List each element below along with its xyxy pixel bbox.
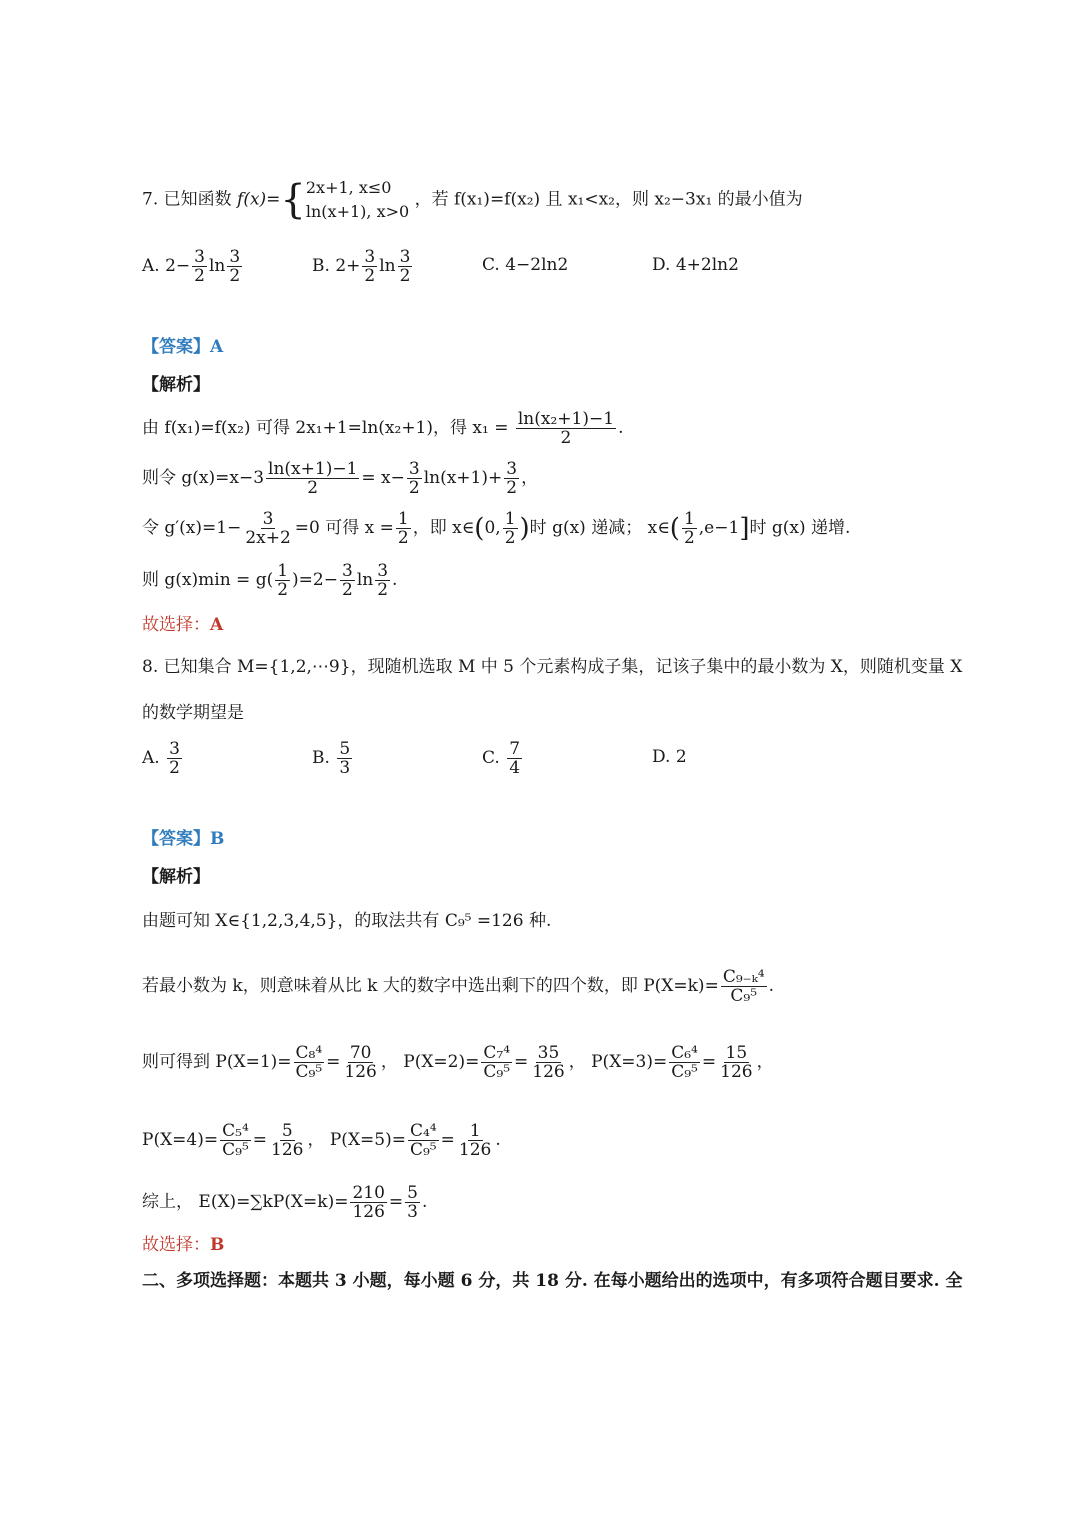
numerator: 3 <box>377 561 389 581</box>
denominator: 2 <box>504 528 516 548</box>
numerator: 7 <box>509 739 521 759</box>
q8-stem-line-1: 8. 已知集合 M={1,2,⋯9}，现随机选取 M 中 5 个元素构成子集，记该子集中的最小数为 X，则随机变量 X <box>142 657 963 677</box>
numerator: 1 <box>277 561 289 581</box>
q7-case-1: 2x+1, x≤0 <box>305 178 392 197</box>
denominator: 126 <box>720 1062 753 1082</box>
denominator: 2 <box>408 478 420 498</box>
text: 若最小数为 k，则意味着从比 k 大的数字中选出剩下的四个数，即 P(X=k)= <box>142 976 719 996</box>
q8-option-d <box>652 746 687 768</box>
numerator: 3 <box>506 459 518 479</box>
fraction <box>275 562 290 599</box>
denominator: 2 <box>377 580 389 600</box>
fraction <box>405 1184 420 1221</box>
choose-prefix: 故选择： <box>142 1235 210 1255</box>
text: )=2− <box>292 570 338 590</box>
numerator: 5 <box>281 1121 293 1141</box>
denominator: C₉⁵ <box>730 986 758 1006</box>
text: 令 g′(x)=1− <box>142 518 242 538</box>
denominator: 2x+2 <box>245 528 291 548</box>
numerator: 70 <box>349 1043 372 1063</box>
denominator: 2 <box>307 478 319 498</box>
fraction <box>507 740 522 777</box>
text: ， <box>521 468 539 488</box>
fraction <box>718 1044 754 1081</box>
denominator: 4 <box>509 758 521 778</box>
q8-solution-line-1: 由题可知 X∈{1,2,3,4,5}，的取法共有 C₉⁵ =126 种. <box>142 911 552 931</box>
q8-choose <box>142 1234 224 1256</box>
denominator: C₉⁵ <box>483 1062 511 1082</box>
denominator: 126 <box>344 1062 377 1082</box>
text: 0, <box>484 518 501 538</box>
fraction <box>669 1044 700 1081</box>
fraction <box>457 1122 493 1159</box>
text: . <box>768 976 775 996</box>
option-label: C. <box>482 255 500 275</box>
q7-brace: { <box>280 177 306 223</box>
text: 则 g(x)min = g( <box>142 570 274 590</box>
fraction <box>266 460 359 497</box>
q7-stem-suffix: ，若 f(x₁)=f(x₂) 且 x₁<x₂，则 x₂−3x₁ 的最小值为 <box>414 189 803 210</box>
numerator: 35 <box>537 1043 560 1063</box>
fraction <box>167 740 182 777</box>
denominator: 126 <box>458 1140 492 1160</box>
text: 综上， E(X)=∑kP(X=k)= <box>142 1192 349 1212</box>
numerator: C₄⁴ <box>409 1121 437 1141</box>
numerator: 3 <box>408 459 420 479</box>
text: = x− <box>361 468 405 488</box>
option-label: A. <box>142 748 160 768</box>
text: ， <box>756 1052 774 1072</box>
q7-piecewise <box>306 176 409 224</box>
text: . <box>495 1130 501 1150</box>
fraction <box>516 410 616 447</box>
denominator: 2 <box>169 758 180 778</box>
text: ,e−1 <box>698 518 740 538</box>
numerator: 3 <box>262 509 274 529</box>
fraction <box>342 1044 378 1081</box>
q8-solution-line-3: 则可得到 P(X=1)= $\frac{\text{C₈⁴}}{\text{C₉⁵}}$ = $\frac{70}{126}$ ， P(X=2)= $\frac{\text{C₇⁴}}{\text{C₉⁵}}$ = $\frac{35}{126}$ ， P(X=3)= $\frac{\text{C₆⁴}}{\text{C₉⁵}}$ = $\frac{15}{126}$ ， <box>142 1043 774 1082</box>
q7-solution-line-3 <box>142 510 850 547</box>
option-label: D. <box>652 255 671 275</box>
option-text: 4+2ln2 <box>675 255 739 275</box>
denominator: C₉⁵ <box>222 1140 249 1160</box>
text: P(X=4)= <box>142 1130 219 1150</box>
fraction <box>227 248 242 285</box>
numerator: C₇⁴ <box>483 1043 511 1063</box>
fraction <box>340 562 355 599</box>
q7-option-a <box>142 248 244 285</box>
numerator: C₈⁴ <box>295 1043 323 1063</box>
numerator: ln(x₂+1)−1 <box>517 409 615 429</box>
q8-option-a <box>142 740 184 777</box>
text: . <box>422 1192 428 1212</box>
fraction <box>243 510 292 547</box>
fraction <box>350 1184 386 1221</box>
q7-choose <box>142 614 223 636</box>
text: ， P(X=3)= <box>568 1052 668 1072</box>
q7-case-2: ln(x+1), x>0 <box>305 202 410 221</box>
text: 则令 g(x)=x−3 <box>142 468 265 488</box>
option-ln: ln <box>208 256 226 276</box>
fraction <box>269 1122 305 1159</box>
q8-option-c <box>482 740 524 777</box>
q7-solution-line-2 <box>142 460 538 497</box>
numerator: 3 <box>229 247 241 267</box>
denominator: C₉⁵ <box>295 1062 323 1082</box>
denominator: 2 <box>399 266 411 286</box>
close-paren: ) <box>519 513 530 544</box>
option-prefix: 2+ <box>335 256 361 276</box>
fraction <box>375 562 390 599</box>
numerator: 1 <box>397 509 409 529</box>
choose-letter: A <box>210 615 224 635</box>
numerator: 1 <box>683 509 695 529</box>
fraction <box>398 248 413 285</box>
numerator: 15 <box>725 1043 748 1063</box>
option-ln: ln <box>379 256 396 276</box>
q7-solution-line-4 <box>142 562 397 599</box>
numerator: 3 <box>399 247 411 267</box>
fraction <box>220 1122 251 1159</box>
fraction <box>530 1044 566 1081</box>
q7-function-lhs: f(x)= <box>237 189 281 210</box>
numerator: 5 <box>339 739 351 759</box>
q8-option-b <box>312 740 354 777</box>
fraction <box>408 1122 439 1159</box>
fraction <box>337 740 352 777</box>
denominator: C₉⁵ <box>671 1062 698 1082</box>
open-paren: ( <box>474 513 485 544</box>
text: ln(x+1)+ <box>423 468 503 488</box>
section-2-heading: 二、多项选择题：本题共 3 小题，每小题 6 分，共 18 分. 在每小题给出的选项中，有多项符合题目要求. 全 <box>142 1271 963 1291</box>
option-label: C. <box>482 748 500 768</box>
text: 由 f(x₁)=f(x₂) 可得 2x₁+1=ln(x₂+1)，得 x₁ = <box>142 418 509 438</box>
denominator: 2 <box>229 266 241 286</box>
option-text: 4−2ln2 <box>505 255 569 275</box>
text: = <box>388 1192 404 1212</box>
option-label: B. <box>312 256 330 276</box>
denominator: 126 <box>352 1202 385 1222</box>
option-text: 2 <box>675 747 687 767</box>
text: 则可得到 P(X=1)= <box>142 1052 292 1072</box>
q8-analysis-tag: 【解析】 <box>142 867 210 887</box>
fraction <box>721 968 767 1005</box>
denominator: 2 <box>506 478 518 498</box>
denominator: 2 <box>683 528 695 548</box>
fraction <box>504 460 519 497</box>
text: . <box>618 418 624 438</box>
q7-stem <box>142 176 803 224</box>
q7-stem-prefix: 7. 已知函数 <box>142 189 232 210</box>
q7-option-b <box>312 248 414 285</box>
q8-solution-line-4: P(X=4)= $\frac{\text{C₅⁴}}{\text{C₉⁵}}$ = $\frac{5}{126}$ ， P(X=5)= $\frac{\text{C₄⁴}}{\text{C₉⁵}}$ = $\frac{1}{126}$ . <box>142 1121 501 1160</box>
option-label: A. <box>142 256 160 276</box>
numerator: 3 <box>364 247 376 267</box>
numerator: 3 <box>194 247 205 267</box>
q7-option-c <box>482 254 568 276</box>
fraction <box>192 248 207 285</box>
fraction <box>362 248 377 285</box>
denominator: C₉⁵ <box>409 1140 437 1160</box>
text: ， P(X=5)= <box>307 1130 406 1150</box>
q8-stem-line-2: 的数学期望是 <box>142 703 244 723</box>
denominator: 2 <box>397 528 409 548</box>
denominator: 126 <box>271 1140 304 1160</box>
q8-solution-line-5 <box>142 1184 427 1221</box>
text: ， P(X=2)= <box>380 1052 480 1072</box>
q8-answer-tag: 【答案】B <box>142 829 225 849</box>
text: 时 g(x) 递减； x∈ <box>529 518 670 538</box>
choose-letter: B <box>210 1235 225 1255</box>
fraction <box>481 1044 512 1081</box>
open-paren: ( <box>669 513 680 544</box>
text: ，即 x∈ <box>412 518 475 538</box>
close-bracket: ] <box>739 513 750 544</box>
fraction <box>396 510 411 547</box>
fraction <box>682 510 697 547</box>
denominator: 2 <box>560 428 572 448</box>
denominator: 3 <box>407 1202 418 1222</box>
denominator: 2 <box>341 580 353 600</box>
numerator: C₉₋ₖ⁴ <box>722 967 765 987</box>
numerator: 3 <box>341 561 353 581</box>
denominator: 3 <box>339 758 351 778</box>
q7-analysis-tag: 【解析】 <box>142 375 210 395</box>
fraction <box>407 460 422 497</box>
denominator: 2 <box>194 266 205 286</box>
q7-solution-line-1 <box>142 410 623 447</box>
text: 时 g(x) 递增. <box>749 518 851 538</box>
denominator: 2 <box>364 266 376 286</box>
fraction <box>294 1044 325 1081</box>
fraction <box>503 510 518 547</box>
option-prefix: 2− <box>165 256 191 276</box>
numerator: C₅⁴ <box>222 1121 249 1141</box>
option-label: D. <box>652 747 671 767</box>
numerator: 3 <box>169 739 180 759</box>
numerator: ln(x+1)−1 <box>268 459 358 479</box>
text: ln <box>356 570 374 590</box>
q8-solution-line-2 <box>142 968 774 1005</box>
numerator: 5 <box>407 1183 418 1203</box>
numerator: 1 <box>469 1121 481 1141</box>
choose-prefix: 故选择： <box>142 615 210 635</box>
text: =0 可得 x = <box>294 518 394 538</box>
numerator: 1 <box>504 509 516 529</box>
q7-answer-tag: 【答案】A <box>142 337 224 357</box>
denominator: 126 <box>532 1062 565 1082</box>
option-label: B. <box>312 748 330 768</box>
numerator: C₆⁴ <box>671 1043 698 1063</box>
q7-option-d <box>652 254 739 276</box>
numerator: 210 <box>352 1183 385 1203</box>
text: . <box>392 570 398 590</box>
denominator: 2 <box>277 580 289 600</box>
